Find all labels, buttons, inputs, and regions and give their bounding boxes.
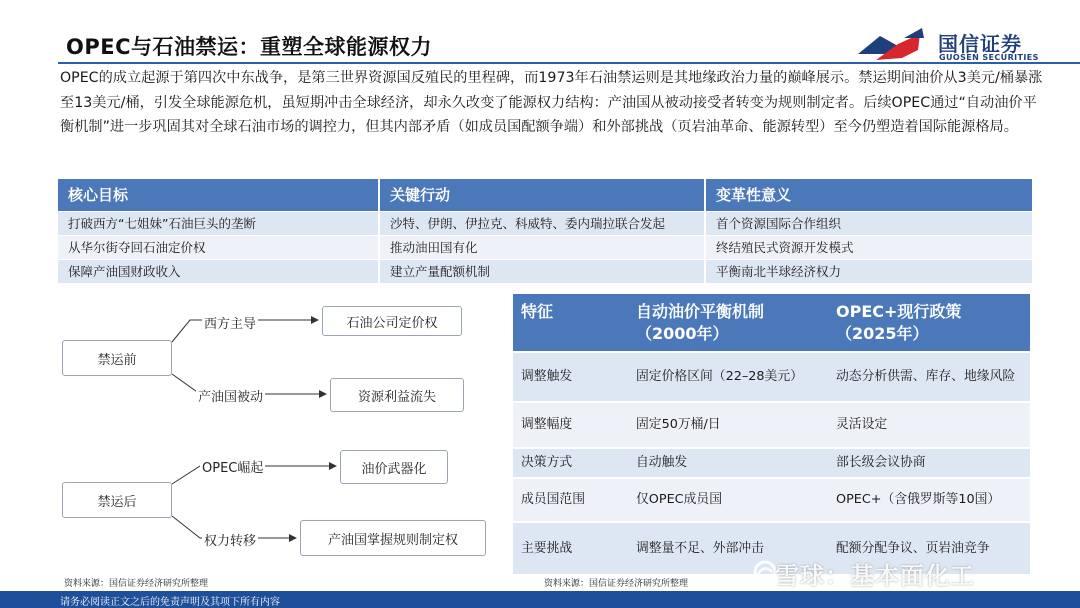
page-title: OPEC与石油禁运：重塑全球能源权力 <box>66 35 432 59</box>
table-cell: 终结殖民式资源开发模式 <box>705 235 1032 259</box>
table-cell: 主要挑战 <box>513 522 628 574</box>
watermark-text: 雪球：基本面化工 <box>775 562 975 590</box>
node-after-embargo: 禁运后 <box>62 482 172 518</box>
node-oil-company-pricing: 石油公司定价权 <box>322 306 462 336</box>
table-cell: 调整量不足、外部冲击 <box>628 522 828 574</box>
node-resource-loss: 资源利益流失 <box>330 378 464 412</box>
edge-label-opec-rise: OPEC崛起 <box>200 457 265 476</box>
table-cell: 首个资源国际合作组织 <box>705 211 1032 235</box>
table-cell: 固定50万桶/日 <box>628 402 828 448</box>
table-cell: 固定价格区间（22–28美元） <box>628 352 828 402</box>
table-cell: 沙特、伊朗、伊拉克、科威特、委内瑞拉联合发起 <box>379 211 705 235</box>
table-cell: 动态分析供需、库存、地缘风险 <box>828 352 1030 402</box>
intro-paragraph: OPEC的成立起源于第四次中东战争，是第三世界资源国反殖民的里程碑，而1973年石油禁运则是其地缘政治力量的巅峰展示。禁运期间油价从3美元/桶暴涨至13美元/桶，引发全球能源危机，虽短期冲击全球经济，却永久改变了能源权力结构：产油国从被动接受者转变为规则制定者。后续OPEC通过“自动油价平衡机制”进一步巩固其对全球石油市场的调控力，但其内部矛盾（如成员国配额争端）和外部挑战（页岩油革命、能源转型）至今仍塑造着国际能源格局。 <box>60 70 1043 135</box>
table-cell: 推动油田国有化 <box>379 235 705 259</box>
table-cell: 打破西方“七姐妹”石油巨头的垄断 <box>58 211 379 235</box>
table-cell: 自动触发 <box>628 448 828 478</box>
table-row <box>513 352 1030 402</box>
node-producers-rule-making: 产油国掌握规则制定权 <box>300 520 486 556</box>
table-cell: 调整触发 <box>513 352 628 402</box>
table-header: 自动油价平衡机制 （2000年） <box>628 294 828 352</box>
embargo-diagram <box>60 298 500 570</box>
edge-label-western-dominance: 西方主导 <box>202 313 258 332</box>
table-cell: 建立产量配额机制 <box>379 259 705 283</box>
node-oil-weaponization: 油价武器化 <box>340 450 448 484</box>
table-row <box>513 402 1030 448</box>
table-cell: OPEC+（含俄罗斯等10国） <box>828 478 1030 522</box>
table-header: 变革性意义 <box>705 179 1032 211</box>
table-cell: 决策方式 <box>513 448 628 478</box>
table-header: OPEC+现行政策 （2025年） <box>828 294 1030 352</box>
table-cell: 灵活设定 <box>828 402 1030 448</box>
table-row <box>58 235 1032 259</box>
table-header: 特征 <box>513 294 628 352</box>
source-note-right: 资料来源：国信证券经济研究所整理 <box>544 579 689 589</box>
goals-table <box>58 179 1032 283</box>
table-cell: 调整幅度 <box>513 402 628 448</box>
logo-name-cn: 国信证券 <box>938 32 1022 56</box>
table-header: 关键行动 <box>379 179 705 211</box>
edge-label-power-shift: 权力转移 <box>202 530 258 549</box>
table-cell: 成员国范围 <box>513 478 628 522</box>
policy-comparison-table <box>513 294 1030 574</box>
table-cell: 平衡南北半球经济权力 <box>705 259 1032 283</box>
table-row <box>58 211 1032 235</box>
source-note-left: 资料来源：国信证券经济研究所整理 <box>64 579 209 589</box>
table-cell: 仅OPEC成员国 <box>628 478 828 522</box>
logo-name-en: GUOSEN SECURITIES <box>939 53 1039 62</box>
table-cell: 配额分配争议、页岩油竞争 <box>828 522 1030 574</box>
edge-label-producers-passive: 产油国被动 <box>196 386 265 405</box>
table-cell: 部长级会议协商 <box>828 448 1030 478</box>
table-cell: 从华尔街夺回石油定价权 <box>58 235 379 259</box>
table-header: 核心目标 <box>58 179 379 211</box>
node-before-embargo: 禁运前 <box>62 340 172 376</box>
table-cell: 保障产油国财政收入 <box>58 259 379 283</box>
table-row <box>513 478 1030 522</box>
disclaimer-text: 请务必阅读正文之后的免责声明及其项下所有内容 <box>60 597 280 608</box>
table-row <box>58 259 1032 283</box>
table-row <box>513 448 1030 478</box>
